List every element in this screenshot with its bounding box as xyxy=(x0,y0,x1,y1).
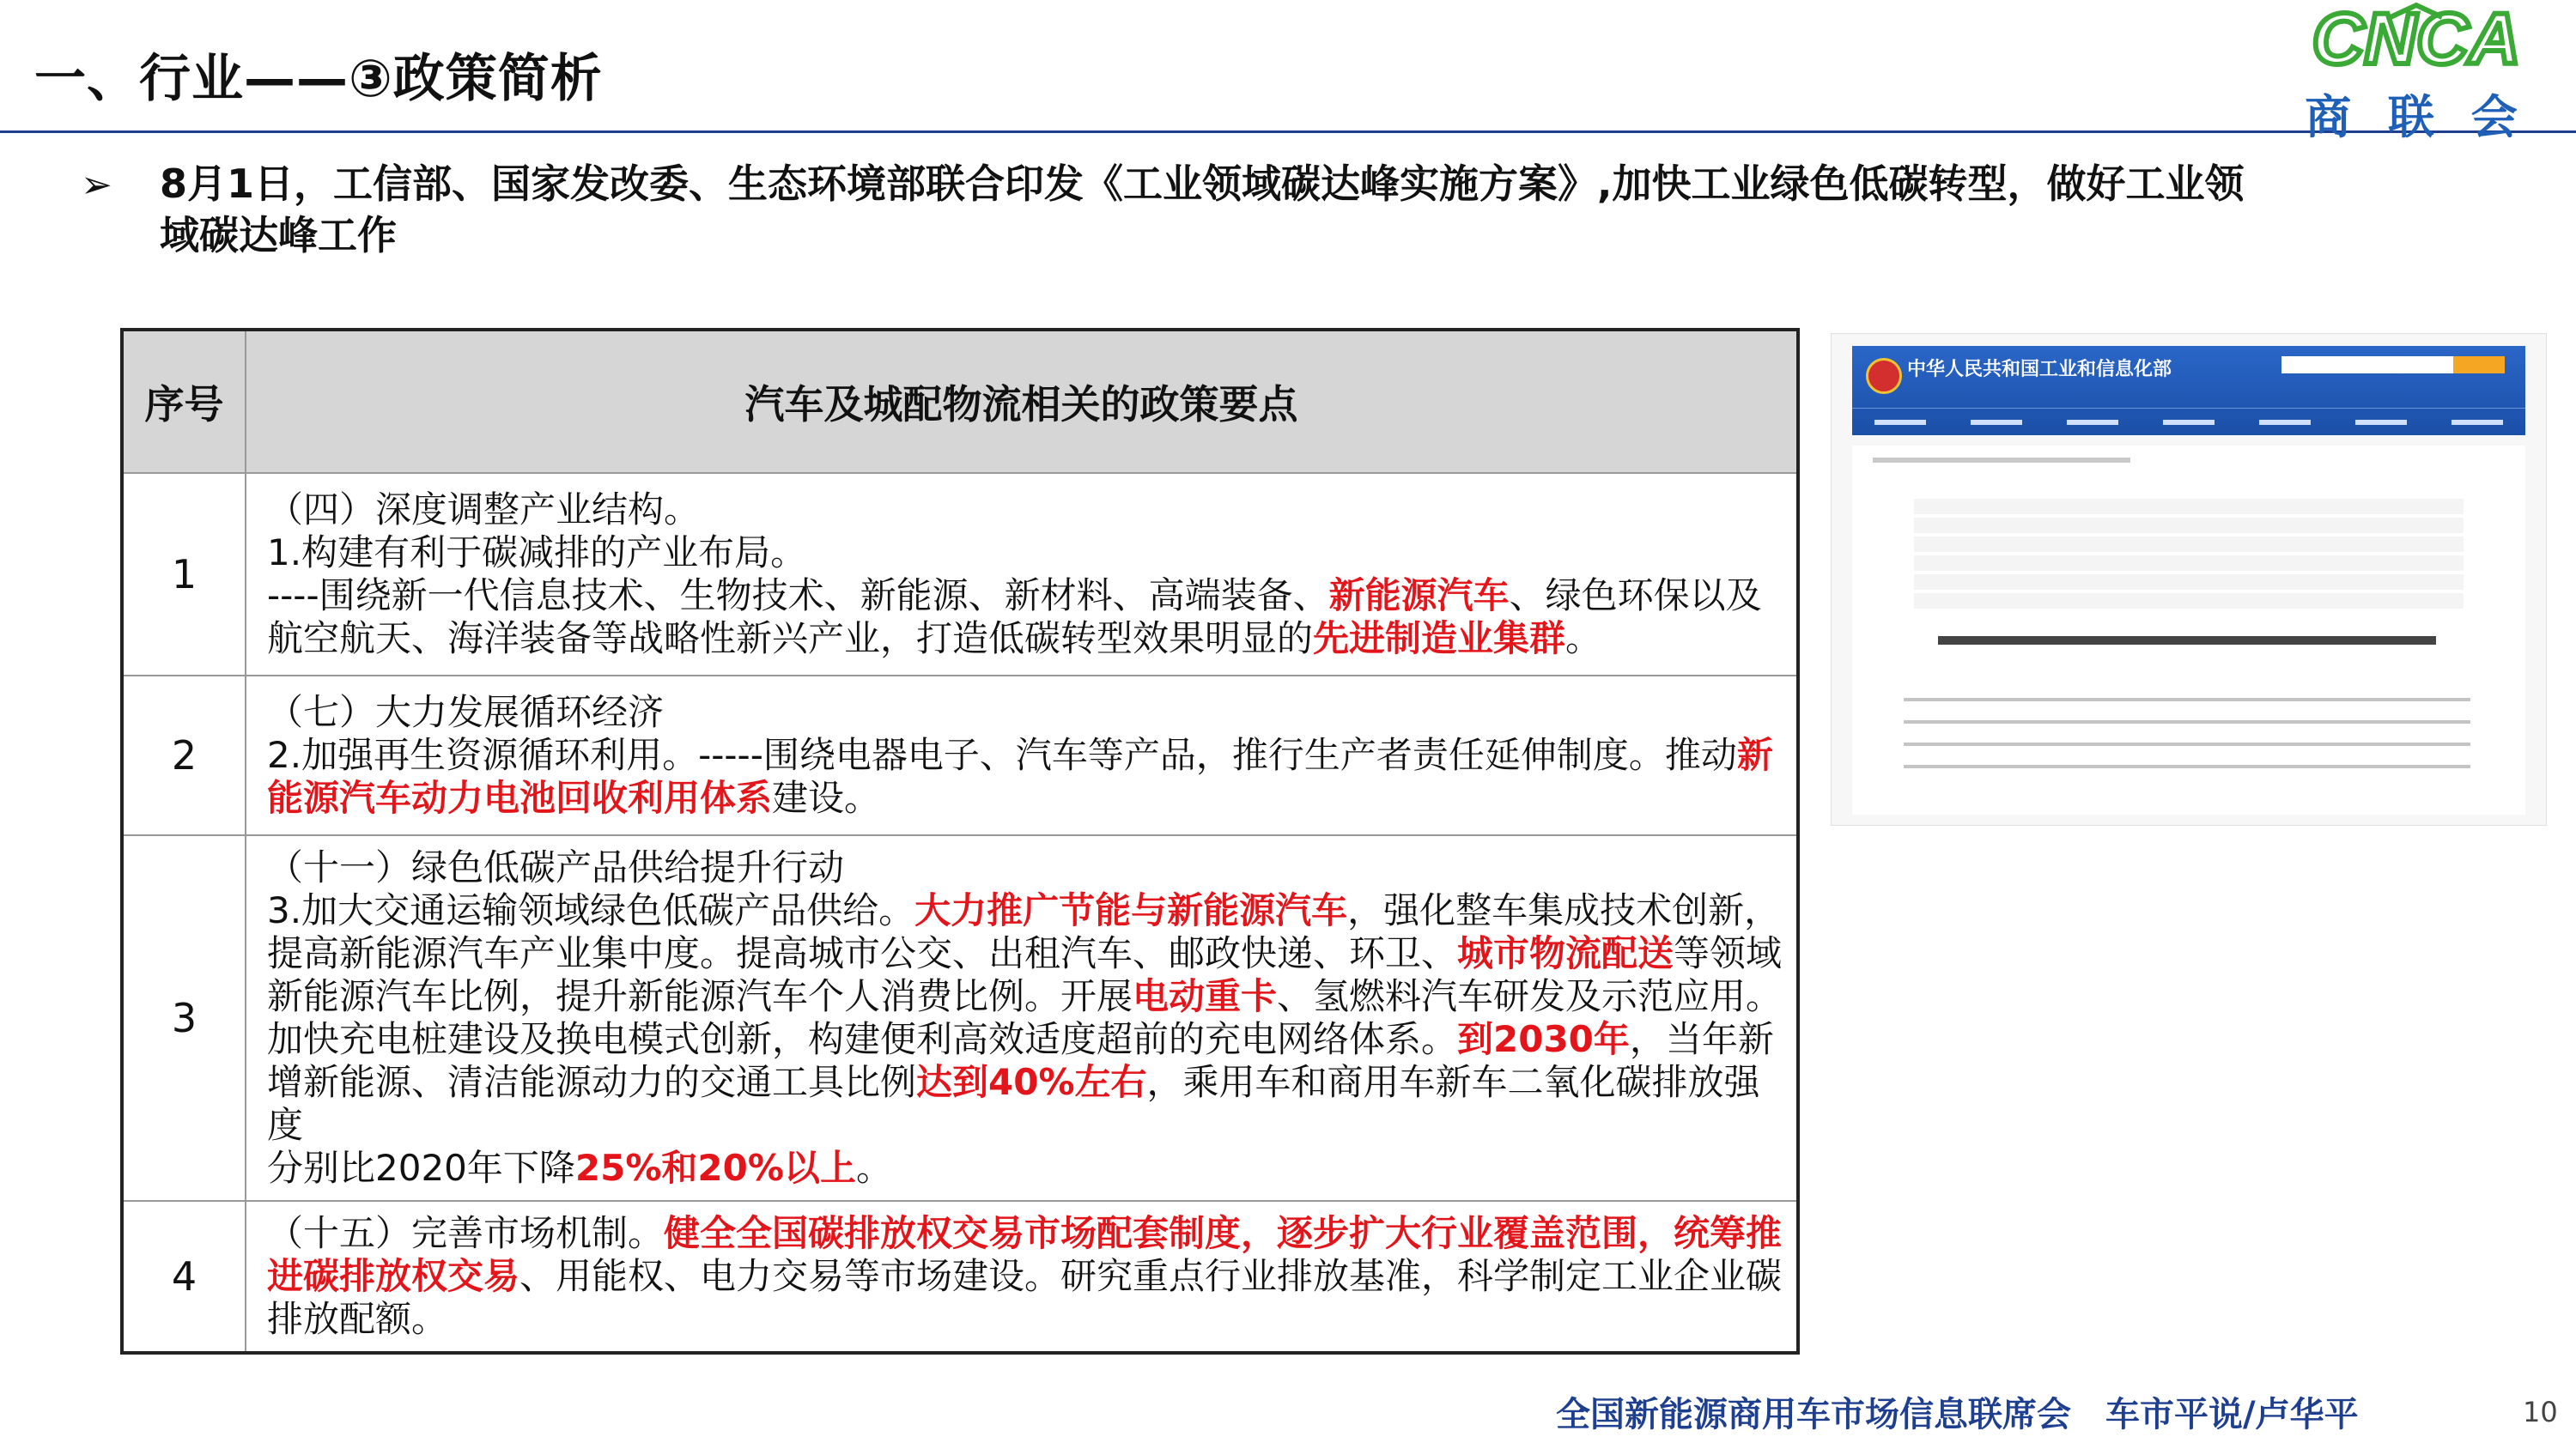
row-text: （十五）完善市场机制。 xyxy=(267,1212,665,1254)
headline-line-2: 域碳达峰工作 xyxy=(160,212,397,258)
ministry-site-title: 中华人民共和国工业和信息化部 xyxy=(1907,359,2172,380)
cnca-logo-mark xyxy=(2287,2,2545,88)
table-row xyxy=(122,1201,1798,1353)
row-text-line xyxy=(267,1018,1783,1061)
site-nav-item xyxy=(1971,420,2022,425)
site-nav-item xyxy=(2259,420,2311,425)
row-text-line xyxy=(267,617,1783,660)
row-text-line xyxy=(267,932,1783,975)
highlight-text: 进碳排放权交易 xyxy=(267,1255,520,1297)
column-header-no: 序号 xyxy=(122,330,246,473)
row-text: 1.构建有利于碳减排的产业布局。 xyxy=(267,531,807,573)
highlight-text: 大力推广节能与新能源汽车 xyxy=(914,889,1348,931)
row-text: ，强化整车集成技术创新， xyxy=(1347,889,1781,931)
cnca-logo-letters: CNCA xyxy=(2312,2,2521,79)
row-content xyxy=(246,835,1798,1201)
row-text: 2.加强再生资源循环利用。-----围绕电器电子、汽车等产品，推行生产者责任延伸制度。推动 xyxy=(267,734,1737,776)
title-divider xyxy=(0,130,2576,133)
arrow-bullet-icon: ➢ xyxy=(81,163,112,207)
highlight-text: 先进制造业集群 xyxy=(1313,617,1566,659)
cnca-logo xyxy=(2287,2,2545,144)
row-text: （十一）绿色低碳产品供给提升行动 xyxy=(267,846,845,888)
row-text-line xyxy=(267,734,1783,777)
headline xyxy=(160,158,2444,261)
row-text: 建设。 xyxy=(772,777,881,819)
row-text: 、氢燃料汽车研发及示范应用。 xyxy=(1277,975,1783,1017)
table-row xyxy=(122,473,1798,676)
highlight-text: 到2030年 xyxy=(1457,1018,1630,1060)
column-header-content: 汽车及城配物流相关的政策要点 xyxy=(246,330,1798,473)
row-text: 航空航天、海洋装备等战略性新兴产业，打造低碳转型效果明显的 xyxy=(267,617,1314,659)
row-text: ，乘用车和商用车新车二氧化碳排放强度 xyxy=(267,1061,1760,1146)
row-text: 排放配额。 xyxy=(267,1298,448,1340)
site-nav-item xyxy=(2067,420,2118,425)
highlight-text: 城市物流配送 xyxy=(1457,932,1674,974)
row-text-line xyxy=(267,1255,1783,1298)
row-text: 。 xyxy=(855,1147,892,1189)
row-text: ----围绕新一代信息技术、生物技术、新能源、新材料、高端装备、 xyxy=(267,574,1329,616)
row-number: 3 xyxy=(122,835,246,1201)
site-nav-item xyxy=(1874,420,1926,425)
notice-title xyxy=(1938,636,2436,645)
row-content xyxy=(246,1201,1798,1353)
highlight-text: 达到40%左右 xyxy=(916,1061,1147,1103)
row-text-line xyxy=(267,1212,1783,1255)
row-content xyxy=(246,676,1798,835)
row-text-line xyxy=(267,889,1783,932)
row-text: 增新能源、清洁能源动力的交通工具比例 xyxy=(267,1061,917,1103)
ministry-site-header xyxy=(1852,346,2525,435)
row-text: 。 xyxy=(1565,617,1602,659)
row-number: 1 xyxy=(122,473,246,676)
table-row xyxy=(122,676,1798,835)
row-text-line xyxy=(267,574,1783,617)
row-text: 3.加大交通运输领域绿色低碳产品供给。 xyxy=(267,889,915,931)
notice-body-text xyxy=(1904,686,2470,780)
row-number: 4 xyxy=(122,1201,246,1353)
site-nav-item xyxy=(2451,420,2503,425)
row-content xyxy=(246,473,1798,676)
highlight-text: 电动重卡 xyxy=(1133,975,1278,1017)
site-search-button xyxy=(2453,356,2505,373)
row-text-line xyxy=(267,777,1783,820)
logo-caption: 商 联 会 xyxy=(2305,90,2528,144)
headline-line-1: 8月1日，工信部、国家发改委、生态环境部联合印发《工业领域碳达峰实施方案》,加快工业绿色低碳转型，做好工业领 xyxy=(160,161,2245,207)
row-text: 分别比2020年下降 xyxy=(267,1147,575,1189)
highlight-text: 健全全国碳排放权交易市场配套制度，逐步扩大行业覆盖范围，统筹推 xyxy=(664,1212,1783,1254)
page-number: 10 xyxy=(2523,1396,2558,1428)
national-emblem-icon xyxy=(1866,358,1902,394)
row-text: 等领域 xyxy=(1674,932,1783,974)
site-nav-item xyxy=(2163,420,2215,425)
notice-document xyxy=(1852,446,2525,815)
row-text: （七）大力发展循环经济 xyxy=(267,691,665,733)
highlight-text: 新能源汽车 xyxy=(1328,574,1510,616)
table-header-row xyxy=(122,330,1798,473)
notice-breadcrumb xyxy=(1873,458,2130,463)
row-text: 加快充电桩建设及换电模式创新，构建便利高效适度超前的充电网络体系。 xyxy=(267,1018,1458,1060)
highlight-text: 能源汽车动力电池回收利用体系 xyxy=(267,777,773,819)
table-row xyxy=(122,835,1798,1201)
footer-credit: 全国新能源商用车市场信息联席会 车市平说/卢华平 xyxy=(1556,1395,2359,1434)
row-text-line xyxy=(267,1147,1783,1190)
row-text: 、绿色环保以及 xyxy=(1509,574,1762,616)
site-nav-item xyxy=(2355,420,2407,425)
policy-notice-screenshot xyxy=(1831,333,2547,826)
row-text: 新能源汽车比例，提升新能源汽车个人消费比例。开展 xyxy=(267,975,1133,1017)
site-search-box xyxy=(2281,356,2453,373)
site-nav-bar xyxy=(1852,408,2525,436)
row-text-line xyxy=(267,975,1783,1018)
row-text: 、用能权、电力交易等市场建设。研究重点行业排放基准，科学制定工业企业碳 xyxy=(519,1255,1783,1297)
policy-table xyxy=(120,328,1800,1355)
notice-metadata-table xyxy=(1914,499,2464,612)
row-number: 2 xyxy=(122,676,246,835)
row-text: （四）深度调整产业结构。 xyxy=(267,488,701,530)
highlight-text: 25%和20%以上 xyxy=(574,1147,856,1189)
page-title: 一、行业——③政策简析 xyxy=(34,49,603,109)
row-text-line xyxy=(267,1061,1783,1147)
highlight-text: 新 xyxy=(1736,734,1773,776)
row-text: 提高新能源汽车产业集中度。提高城市公交、出租汽车、邮政快递、环卫、 xyxy=(267,932,1458,974)
row-text: ，当年新 xyxy=(1629,1018,1774,1060)
